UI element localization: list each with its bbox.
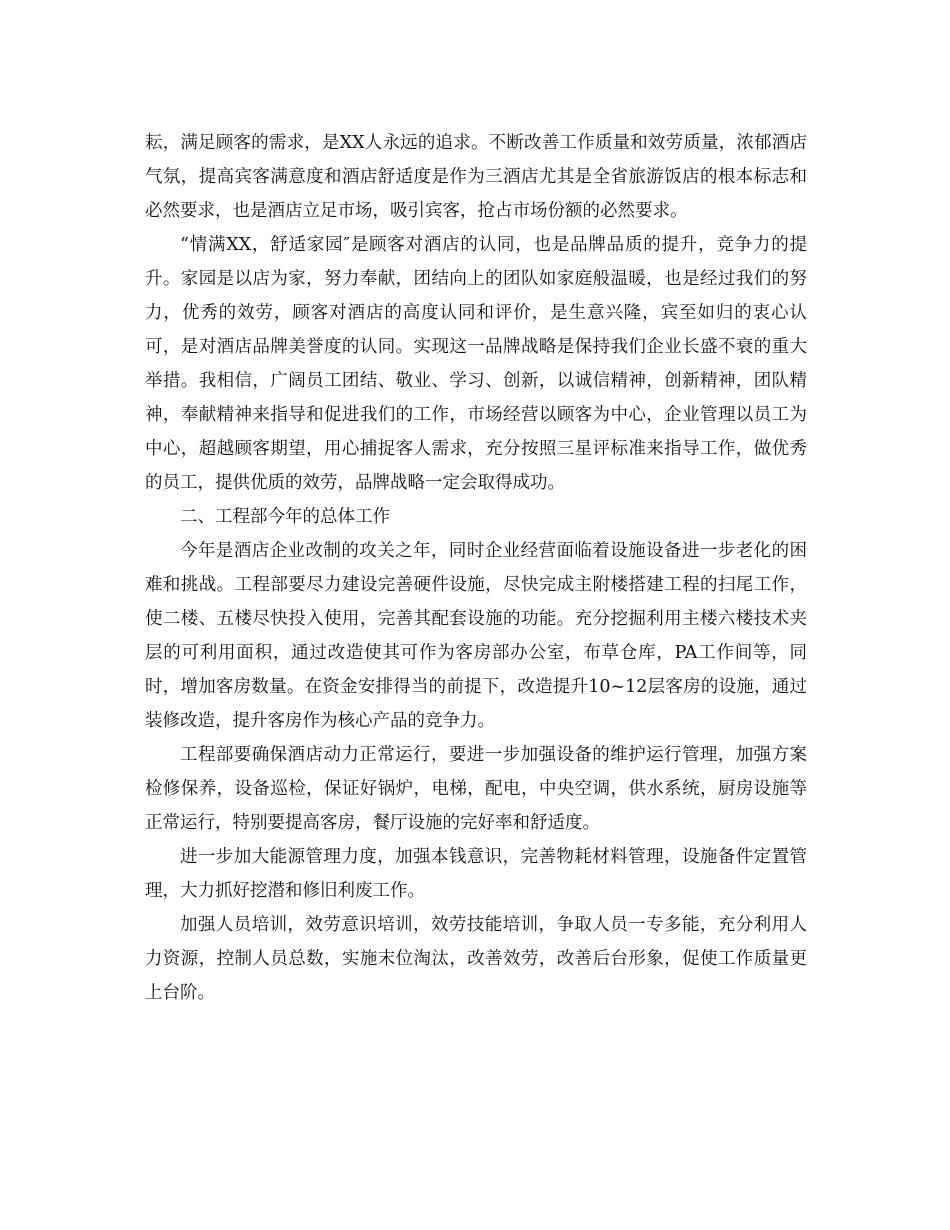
section-heading-engineering: 二、工程部今年的总体工作	[180, 507, 390, 527]
paragraph-2: “情满XX，舒适家园″是顾客对酒店的认同，也是品牌品质的提升，竞争力的提升。家园是以店为家，努力奉献，团结向上的团队如家庭般温暖，也是经过我们的努力，优秀的效劳，顾客对酒店的高度认同和评价，是生意兴隆，宾至如归的衷心认可，是对酒店品牌美誉度的认同。实现这一品牌战略是保持我们企业长盛不衰的重大举措。我相信，广阔员工团结、敬业、学习、创新，以诚信精神，创新精神，团队精神，奉献精神来指导和促进我们的工作，市场经营以顾客为中心，企业管理以员工为中心，超越顾客期望，用心捕捉客人需求，充分按照三星评标准来指导工作，做优秀的员工，提供优质的效劳，品牌战略一定会取得成功。	[145, 235, 807, 493]
document-body	[145, 126, 807, 1010]
paragraph-4: 今年是酒店企业改制的攻关之年，同时企业经营面临着设施设备进一步老化的困难和挑战。工程部要尽力建设完善硬件设施，尽快完成主附楼搭建工程的扫尾工作，使二楼、五楼尽快投入使用，完善其配套设施的功能。充分挖掘利用主楼六楼技术夹层的可利用面积，通过改造使其可作为客房部办公室，布草仓库，PA工作间等，同时，增加客房数量。在资金安排得当的前提下，改造提升10~12层客房的设施，通过装修改造，提升客房作为核心产品的竞争力。	[145, 541, 807, 731]
paragraph-7: 加强人员培训，效劳意识培训，效劳技能培训，争取人员一专多能，充分利用人力资源，控制人员总数，实施末位淘汰，改善效劳，改善后台形象，促使工作质量更上台阶。	[145, 915, 807, 1003]
paragraph-1: 耘，满足顾客的需求，是XX人永远的追求。不断改善工作质量和效劳质量，浓郁酒店气氛，提高宾客满意度和酒店舒适度是作为三酒店尤其是全省旅游饭店的根本标志和必然要求，也是酒店立足市场，吸引宾客，抢占市场份额的必然要求。	[145, 133, 807, 221]
paragraph-6: 进一步加大能源管理力度，加强本钱意识，完善物耗材料管理，设施备件定置管理，大力抓好挖潜和修旧利废工作。	[145, 847, 807, 901]
paragraph-5: 工程部要确保酒店动力正常运行，要进一步加强设备的维护运行管理，加强方案检修保养，设备巡检，保证好锅炉，电梯，配电，中央空调，供水系统，厨房设施等正常运行，特别要提高客房，餐厅设施的完好率和舒适度。	[145, 745, 807, 833]
